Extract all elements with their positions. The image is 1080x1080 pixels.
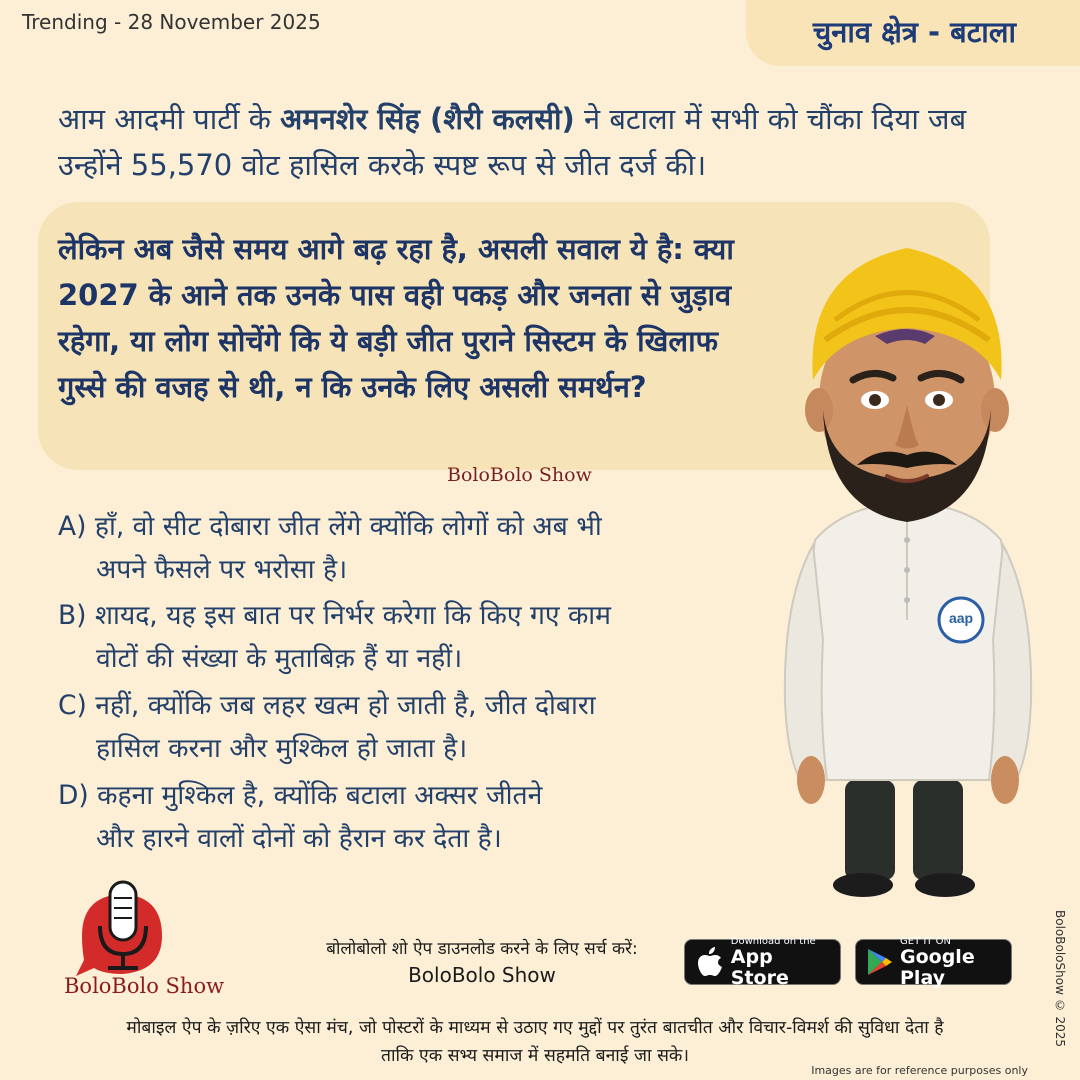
intro-text bbox=[58, 96, 978, 188]
option-a[interactable] bbox=[58, 505, 748, 591]
option-b-line2: वोटों की संख्या के मुताबिक़ हैं या नहीं। bbox=[96, 643, 463, 674]
google-play-icon bbox=[866, 946, 894, 978]
intro-before: आम आदमी पार्टी के bbox=[58, 102, 281, 136]
footer-text bbox=[30, 1014, 1040, 1070]
app-search-name: BoloBolo Show bbox=[408, 963, 556, 987]
download-instruction: बोलोबोलो शो ऐप डाउनलोड करने के लिए सर्च करें: bbox=[326, 939, 638, 959]
aap-badge-text: aap bbox=[948, 610, 974, 626]
option-b[interactable] bbox=[58, 594, 748, 680]
footer-line1: मोबाइल ऐप के ज़रिए एक ऐसा मंच, जो पोस्टरों के माध्यम से उठाए गए मुद्दों पर तुरंत बातचीत और विचार-विमर्श की सुविधा देता है bbox=[126, 1018, 944, 1038]
option-c-line2: हासिल करना और मुश्किल हो जाता है। bbox=[96, 733, 468, 764]
google-play-small: GET IT ON bbox=[900, 935, 951, 947]
option-a-line2: अपने फैसले पर भरोसा है। bbox=[96, 554, 348, 585]
option-d-line2: और हारने वालों दोनों को हैरान कर देता है। bbox=[96, 823, 502, 854]
google-play-button[interactable] bbox=[855, 935, 1012, 989]
constituency-label: चुनाव क्षेत्र - बटाला bbox=[812, 15, 1016, 49]
politician-caricature bbox=[775, 240, 1040, 900]
apple-icon bbox=[695, 946, 725, 978]
app-store-small: Download on the bbox=[730, 935, 816, 947]
option-d-line1: D) कहना मुश्किल है, क्योंकि बटाला अक्सर जीतने bbox=[58, 780, 543, 811]
reference-note: Images are for reference purposes only bbox=[811, 1064, 1028, 1077]
candidate-name: अमनशेर सिंह (शैरी कलसी) bbox=[280, 102, 575, 136]
option-b-line1: B) शायद, यह इस बात पर निर्भर करेगा कि किए गए काम bbox=[58, 600, 612, 631]
option-d[interactable] bbox=[58, 774, 748, 860]
footer-line2: ताकि एक सभ्य समाज में सहमति बनाई जा सके। bbox=[381, 1046, 689, 1066]
intro-after: ने बटाला में सभी को चौंका दिया जब उन्होंने 55,570 वोट हासिल करके स्पष्ट रूप से जीत दर्ज की। bbox=[58, 102, 967, 182]
app-store-button[interactable] bbox=[684, 935, 841, 989]
option-a-line1: A) हाँ, वो सीट दोबारा जीत लेंगे क्योंकि लोगों को अब भी bbox=[58, 511, 602, 542]
date-label: Trending - 28 November 2025 bbox=[22, 10, 321, 34]
watermark-text: BoloBolo Show bbox=[447, 464, 592, 486]
option-c[interactable] bbox=[58, 684, 748, 770]
app-store-big: App Store bbox=[730, 945, 789, 989]
logo-text: BoloBolo Show bbox=[64, 974, 225, 998]
question-text: लेकिन अब जैसे समय आगे बढ़ रहा है, असली सवाल ये है: क्या 2027 के आने तक उनके पास वही पकड़ और जनता से जुड़ाव रहेगा, या लोग सोचेंगे कि ये बड़ी जीत पुराने सिस्टम के खिलाफ गुस्से की वजह से थी, न कि उनके लिए असली समर्थन? bbox=[58, 232, 734, 404]
google-play-big: Google Play bbox=[900, 945, 975, 989]
option-c-line1: C) नहीं, क्योंकि जब लहर खत्म हो जाती है, जीत दोबारा bbox=[58, 690, 596, 721]
copyright-text: BoloBoloShow © 2025 bbox=[1053, 910, 1067, 1048]
